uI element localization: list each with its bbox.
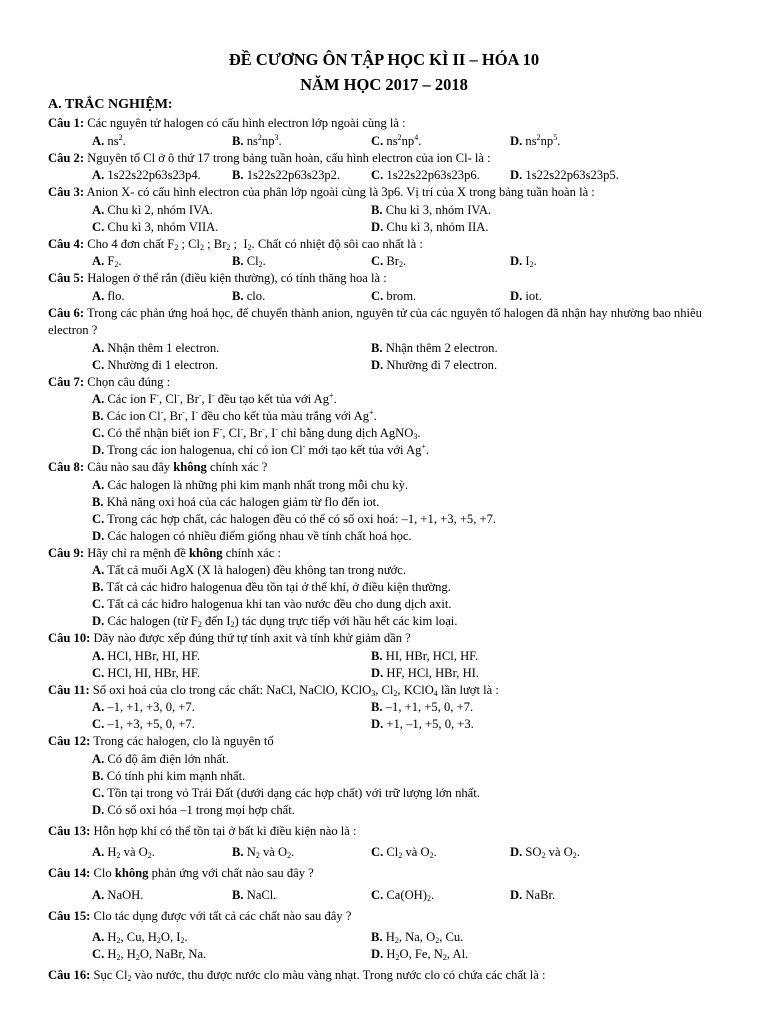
option-a: A. flo. [92,288,125,303]
options-row [48,929,720,946]
option-b: B. $N_2$ và $O_2$. [232,845,295,860]
question-16: Câu 16: Sục $Cl_2$ vào nước, thu được nước clo màu vàng nhạt. Trong nước clo có chứa các chất là : [48,968,546,983]
option-d: D. $ns^2np^5$. [510,132,561,148]
option-c: C. Nhường đi 1 electron. [92,357,219,372]
section-heading: A. TRẮC NGHIỆM: [48,97,173,112]
option-b: B. Các ion Cl-, Br-, I- đều cho kết tủa màu trắng với Ag+. [92,408,377,423]
question-5: Câu 5: Halogen ở thể rắn (điều kiện thường), có tính thăng hoa là : [48,271,387,285]
option-a: A. $H_2$, Cu, $H_2O$, $I_2$. [92,930,188,945]
question-4: Câu 4: Cho 4 đơn chất $F_2$ ; $Cl_2$ ; $Br_2$ ; $I_2$. Chất có nhiệt độ sôi cao nhất là : [48,236,423,252]
options-row [48,133,720,150]
option-a: A. NaOH. [92,887,144,902]
question-15: Câu 15: Clo tác dụng được với tất cả các chất nào sau đây ? [48,908,352,923]
question-9: Câu 9: Hãy chỉ ra mệnh đề không chính xác : [48,545,282,560]
options-row [48,844,720,861]
option-d: D. 1s22s22p63s23p5. [510,168,619,182]
option-b: B. 1s22s22p63s23p2. [232,168,341,182]
options-row [48,167,720,184]
question-6: Câu 6: Trong các phản ứng hoá học, để chuyển thành anion, nguyên tử của các nguyên tố halogen đã nhận hay nhường bao nhiêu electron ? [48,305,702,337]
option-c: C. $ns^2np^4$. [371,132,422,148]
question-13: Câu 13: Hỗn hợp khí có thể tồn tại ở bất kì điều kiện nào là : [48,823,357,838]
question-list [48,115,720,985]
option-d: D. HF, HCl, HBr, HI. [371,665,480,680]
options-row [48,340,720,357]
option-b: B. HI, HBr, HCl, HF. [371,648,479,663]
option-d: D. Các halogen (từ $F_2$ đến $I_2$) tác dụng trực tiếp với hầu hết các kim loại. [92,614,458,629]
question-3: Câu 3: Anion X- có cấu hình electron của phân lớp ngoài cùng là 3p6. Vị trí của X trong bảng tuần hoàn là : [48,185,595,199]
option-c: C. 1s22s22p63s23p6. [371,168,480,182]
options-row [48,699,720,716]
option-c: C. Chu kì 3, nhóm VIIA. [92,219,219,234]
document-title: ĐỀ CƯƠNG ÔN TẬP HỌC KÌ II – HÓA 10 [228,50,540,69]
options-row [48,357,720,374]
option-d: D. $I_2$. [510,254,537,269]
option-c: C. –1, +3, +5, 0, +7. [92,717,195,731]
options-row [48,202,720,219]
option-a: A. $ns^2$. [92,132,126,148]
option-b: B. Khả năng oxi hoá của các halogen giảm từ flo đến iot. [92,494,380,509]
options-row [48,288,720,305]
option-c: C. $Cl_2$ và $O_2$. [371,845,437,860]
option-b: B. NaCl. [232,887,277,902]
option-b: B. –1, +1, +5, 0, +7. [371,700,474,714]
option-b: B. Có tính phi kim mạnh nhất. [92,768,246,783]
question-11: Câu 11: Số oxi hoá của clo trong các chất: NaCl, NaClO, KClO$_3$, $Cl_2$, KClO$_4$ lần lượt là : [48,682,499,698]
option-b: B. Nhận thêm 2 electron. [371,340,498,355]
option-b: B. $Cl_2$. [232,254,266,269]
option-c: C. HCl, HI, HBr, HF. [92,665,201,680]
option-d: D. Chu kì 3, nhóm IIA. [371,219,489,234]
option-c: C. Tất cả các hiđro halogenua khi tan vào nước đều cho dung dịch axit. [92,597,452,611]
options-row [48,253,720,270]
option-c: C. $Ca(OH)_2$. [371,887,435,903]
option-d: D. Trong các ion halogenua, chỉ có ion Cl- mới tạo kết tủa với Ag+. [92,442,430,457]
option-d: D. +1, –1, +5, 0, +3. [371,717,474,731]
option-a: A. $F_2$. [92,254,122,269]
option-d: D. Các halogen có nhiều điểm giống nhau về tính chất hoá học. [92,528,412,543]
option-b: B. Chu kì 3, nhóm IVA. [371,202,492,217]
option-a: A. 1s22s22p63s23p4. [92,168,201,182]
options-row [48,665,720,682]
question-2: Câu 2: Nguyên tố Cl ở ô thứ 17 trong bảng tuần hoàn, cấu hình electron của ion Cl- là : [48,150,491,165]
option-a: A. –1, +1, +3, 0, +7. [92,700,195,714]
option-c: C. Trong các hợp chất, các halogen đều có thể có số oxi hoá: –1, +1, +3, +5, +7. [92,511,497,526]
question-1: Câu 1: Các nguyên tử halogen có cấu hình electron lớp ngoài cùng là : [48,116,406,130]
question-14: Câu 14: Clo không phản ứng với chất nào sau đây ? [48,866,314,880]
option-a: A. Tất cả muối AgX (X là halogen) đều không tan trong nước. [92,563,407,577]
option-b: B. Tất cả các hiđro halogenua đều tồn tại ở thể khí, ở điều kiện thường. [92,580,451,594]
options-row [48,887,720,904]
option-c: C. brom. [371,288,417,303]
option-c: C. $Br_2$. [371,254,407,269]
option-d: D. Nhường đi 7 electron. [371,357,498,372]
option-b: B. $ns^2np^3$. [232,132,282,148]
question-12: Câu 12: Trong các halogen, clo là nguyên tố [48,734,274,748]
options-row [48,946,720,963]
options-row [48,648,720,665]
option-d: D. Có số oxi hóa –1 trong mọi hợp chất. [92,802,295,817]
options-row [48,219,720,236]
option-d: D. NaBr. [510,887,556,902]
option-a: A. HCl, HBr, HI, HF. [92,648,201,663]
option-b: B. $H_2$, Na, $O_2$, Cu. [371,930,464,945]
option-c: C. Có thể nhận biết ion F-, Cl-, Br-, I- chỉ bằng dung dịch AgNO$_3$. [92,425,421,441]
option-a: A. $H_2$ và $O_2$. [92,845,155,860]
option-a: A. Có độ âm điện lớn nhất. [92,751,229,766]
question-8: Câu 8: Câu nào sau đây không chính xác ? [48,460,268,474]
school-year: NĂM HỌC 2017 – 2018 [300,75,468,94]
options-row [48,716,720,733]
question-10: Câu 10: Dãy nào được xếp đúng thứ tự tính axit và tính khử giảm dần ? [48,631,411,645]
option-c: C. $H_2$, $H_2O$, NaBr, Na. [92,947,207,962]
option-a: A. Các halogen là những phi kim mạnh nhất trong mỗi chu kỳ. [92,477,409,492]
option-d: D. $H_2O$, Fe, $N_2$, Al. [371,947,469,962]
option-d: D. $SO_2$ và $O_2$. [510,845,580,860]
option-a: A. Chu kì 2, nhóm IVA. [92,202,213,217]
option-c: C. Tồn tại trong vỏ Trái Đất (dưới dạng các hợp chất) với trữ lượng lớn nhất. [92,785,480,800]
option-a: A. Nhận thêm 1 electron. [92,340,220,355]
option-d: D. iot. [510,288,542,303]
option-b: B. clo. [232,288,266,303]
option-a: A. Các ion F-, Cl-, Br-, I- đều tạo kết tủa với Ag+. [92,391,337,406]
question-7: Câu 7: Chọn câu đúng : [48,374,171,389]
